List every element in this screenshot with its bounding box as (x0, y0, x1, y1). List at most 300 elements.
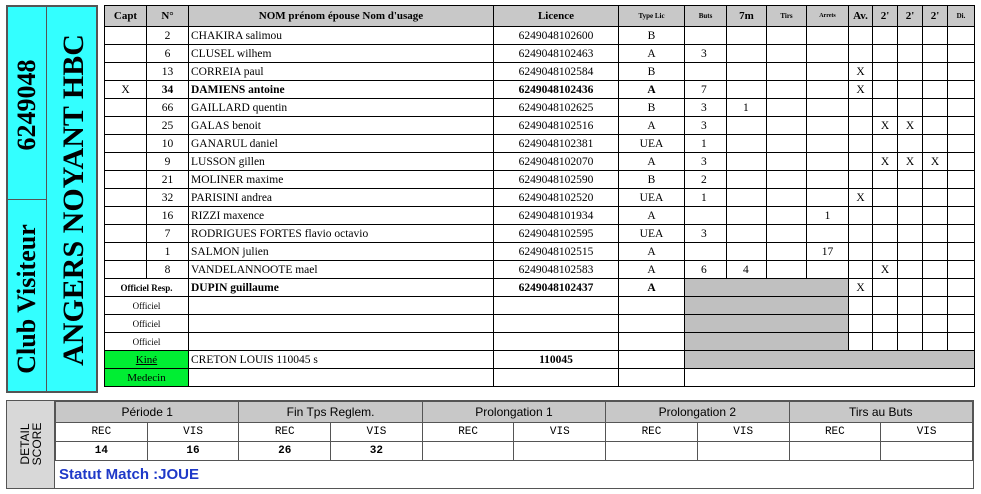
player-2min-2 (898, 45, 923, 63)
player-licence: 6249048102516 (494, 117, 619, 135)
player-arrets (807, 99, 849, 117)
player-arrets (807, 135, 849, 153)
player-7m (727, 117, 767, 135)
official-label-2: Officiel (105, 315, 189, 333)
header-7m: 7m (727, 6, 767, 27)
player-buts: 3 (685, 153, 727, 171)
player-2min-3 (923, 207, 948, 225)
official-row-2 (105, 315, 975, 333)
player-7m (727, 81, 767, 99)
score-vis-label: VIS (514, 423, 606, 442)
official-name-1 (189, 297, 494, 315)
player-2min-2 (898, 225, 923, 243)
kine-licence: 110045 (494, 351, 619, 369)
player-tirs (767, 45, 807, 63)
player-name: VANDELANNOOTE mael (189, 261, 494, 279)
official-grey-3 (685, 333, 849, 351)
medecin-name (189, 369, 494, 387)
player-2min-1 (873, 63, 898, 81)
player-num: 6 (147, 45, 189, 63)
club-number: 6249048 (12, 59, 41, 151)
player-row (105, 27, 975, 45)
player-row (105, 153, 975, 171)
score-vis-value (697, 442, 789, 461)
player-2min-1: X (873, 153, 898, 171)
score-side-text (19, 423, 43, 466)
player-name: GAILLARD quentin (189, 99, 494, 117)
score-vis-label: VIS (697, 423, 789, 442)
player-capt (105, 171, 147, 189)
player-tirs (767, 27, 807, 45)
player-capt (105, 243, 147, 261)
club-label: Club Visiteur (12, 224, 41, 374)
player-name: GANARUL daniel (189, 135, 494, 153)
player-arrets: 1 (807, 207, 849, 225)
player-av: X (849, 63, 873, 81)
player-type: UEA (619, 225, 685, 243)
player-di (948, 225, 975, 243)
score-rec-value (789, 442, 881, 461)
player-row (105, 45, 975, 63)
player-licence: 6249048102520 (494, 189, 619, 207)
player-2min-2 (898, 207, 923, 225)
score-period-label: Prolongation 2 (606, 402, 789, 423)
official-av-2 (849, 315, 873, 333)
player-arrets (807, 171, 849, 189)
score-vis-label: VIS (881, 423, 973, 442)
official-resp-di (948, 279, 975, 297)
player-row (105, 243, 975, 261)
player-7m (727, 45, 767, 63)
player-av (849, 117, 873, 135)
header-2min-1: 2' (873, 6, 898, 27)
player-capt (105, 207, 147, 225)
official-label-3: Officiel (105, 333, 189, 351)
official-d2-2 (898, 315, 923, 333)
official-grey-1 (685, 297, 849, 315)
player-di (948, 261, 975, 279)
player-buts (685, 63, 727, 81)
header-num: N° (147, 6, 189, 27)
official-d1-3 (873, 333, 898, 351)
official-row-1 (105, 297, 975, 315)
official-licence-1 (494, 297, 619, 315)
player-licence: 6249048102436 (494, 81, 619, 99)
official-name-2 (189, 315, 494, 333)
player-arrets (807, 189, 849, 207)
official-d3-3 (923, 333, 948, 351)
official-resp-type: A (619, 279, 685, 297)
player-buts: 2 (685, 171, 727, 189)
player-tirs (767, 135, 807, 153)
score-side-row (56, 423, 973, 442)
player-arrets (807, 63, 849, 81)
player-arrets (807, 261, 849, 279)
player-arrets (807, 27, 849, 45)
player-row (105, 117, 975, 135)
player-2min-2 (898, 189, 923, 207)
official-resp-licence: 6249048102437 (494, 279, 619, 297)
official-type-3 (619, 333, 685, 351)
official-resp-d1 (873, 279, 898, 297)
player-tirs (767, 153, 807, 171)
score-rec-value (422, 442, 514, 461)
player-2min-2 (898, 135, 923, 153)
player-buts: 1 (685, 135, 727, 153)
player-av (849, 153, 873, 171)
player-av (849, 45, 873, 63)
official-di-1 (948, 297, 975, 315)
player-row (105, 81, 975, 99)
score-side-label-1: DETAIL (18, 423, 32, 465)
player-type: A (619, 81, 685, 99)
official-di-2 (948, 315, 975, 333)
player-di (948, 135, 975, 153)
score-vis-value (514, 442, 606, 461)
player-2min-1 (873, 243, 898, 261)
official-d2-1 (898, 297, 923, 315)
player-name: CHAKIRA salimou (189, 27, 494, 45)
official-grey-2 (685, 315, 849, 333)
score-side-label (7, 401, 55, 488)
players-header-row (105, 6, 975, 27)
player-type: A (619, 207, 685, 225)
medecin-empty (685, 369, 975, 387)
header-capt: Capt (105, 6, 147, 27)
player-2min-2 (898, 27, 923, 45)
player-7m (727, 63, 767, 81)
player-tirs (767, 171, 807, 189)
score-rec-value: 14 (56, 442, 148, 461)
player-capt (105, 45, 147, 63)
score-value-row (56, 442, 973, 461)
official-d1-1 (873, 297, 898, 315)
official-d3-2 (923, 315, 948, 333)
player-di (948, 81, 975, 99)
players-table (104, 5, 975, 387)
official-resp-row (105, 279, 975, 297)
player-licence: 6249048102590 (494, 171, 619, 189)
player-num: 16 (147, 207, 189, 225)
official-resp-d3 (923, 279, 948, 297)
score-rec-label: REC (422, 423, 514, 442)
player-num: 34 (147, 81, 189, 99)
player-2min-1 (873, 45, 898, 63)
official-resp-d2 (898, 279, 923, 297)
player-row (105, 171, 975, 189)
player-buts: 3 (685, 225, 727, 243)
player-7m (727, 189, 767, 207)
player-name: LUSSON gillen (189, 153, 494, 171)
player-row (105, 135, 975, 153)
player-7m: 4 (727, 261, 767, 279)
player-type: UEA (619, 135, 685, 153)
player-av (849, 99, 873, 117)
player-num: 8 (147, 261, 189, 279)
player-capt (105, 189, 147, 207)
player-type: A (619, 45, 685, 63)
official-licence-2 (494, 315, 619, 333)
player-capt (105, 153, 147, 171)
player-num: 1 (147, 243, 189, 261)
player-tirs (767, 225, 807, 243)
player-num: 21 (147, 171, 189, 189)
player-buts (685, 207, 727, 225)
player-2min-3: X (923, 153, 948, 171)
player-buts: 6 (685, 261, 727, 279)
player-di (948, 63, 975, 81)
player-2min-2 (898, 99, 923, 117)
kine-label[interactable]: Kiné (105, 351, 189, 369)
player-num: 25 (147, 117, 189, 135)
player-di (948, 153, 975, 171)
player-num: 2 (147, 27, 189, 45)
score-period-label: Prolongation 1 (422, 402, 605, 423)
player-di (948, 207, 975, 225)
score-rec-label: REC (789, 423, 881, 442)
player-row (105, 261, 975, 279)
score-rec-label: REC (606, 423, 698, 442)
score-body (56, 402, 973, 461)
score-period-label: Période 1 (56, 402, 239, 423)
player-capt (105, 135, 147, 153)
player-buts: 1 (685, 189, 727, 207)
player-capt (105, 99, 147, 117)
player-2min-3 (923, 99, 948, 117)
player-buts: 3 (685, 117, 727, 135)
player-tirs (767, 243, 807, 261)
player-tirs (767, 189, 807, 207)
player-row (105, 63, 975, 81)
player-buts: 7 (685, 81, 727, 99)
player-2min-3 (923, 117, 948, 135)
header-di: Di. (948, 6, 975, 27)
official-resp-label: Officiel Resp. (105, 279, 189, 297)
player-arrets (807, 81, 849, 99)
header-licence: Licence (494, 6, 619, 27)
player-2min-3 (923, 81, 948, 99)
player-2min-2 (898, 261, 923, 279)
player-2min-3 (923, 171, 948, 189)
player-num: 32 (147, 189, 189, 207)
player-buts: 3 (685, 99, 727, 117)
player-arrets (807, 45, 849, 63)
player-type: A (619, 243, 685, 261)
player-row (105, 99, 975, 117)
player-tirs (767, 63, 807, 81)
official-d2-3 (898, 333, 923, 351)
player-2min-2 (898, 243, 923, 261)
kine-grey (685, 351, 975, 369)
player-7m (727, 27, 767, 45)
official-resp-av: X (849, 279, 873, 297)
player-av (849, 243, 873, 261)
player-av: X (849, 189, 873, 207)
header-tirs: Tirs (767, 6, 807, 27)
player-7m (727, 225, 767, 243)
player-licence: 6249048102070 (494, 153, 619, 171)
player-2min-3 (923, 27, 948, 45)
player-di (948, 99, 975, 117)
player-licence: 6249048102583 (494, 261, 619, 279)
player-di (948, 171, 975, 189)
player-type: A (619, 261, 685, 279)
player-di (948, 243, 975, 261)
score-table (55, 401, 973, 461)
official-label-1: Officiel (105, 297, 189, 315)
player-tirs (767, 117, 807, 135)
player-licence: 6249048102595 (494, 225, 619, 243)
player-2min-3 (923, 45, 948, 63)
player-licence: 6249048102600 (494, 27, 619, 45)
player-capt (105, 117, 147, 135)
official-name-3 (189, 333, 494, 351)
player-2min-2: X (898, 117, 923, 135)
player-2min-3 (923, 189, 948, 207)
official-d1-2 (873, 315, 898, 333)
kine-name: CRETON LOUIS 110045 s (189, 351, 494, 369)
player-name: MOLINER maxime (189, 171, 494, 189)
score-rec-value (606, 442, 698, 461)
player-7m (727, 171, 767, 189)
player-licence: 6249048102515 (494, 243, 619, 261)
official-di-3 (948, 333, 975, 351)
score-rec-label: REC (56, 423, 148, 442)
player-buts (685, 27, 727, 45)
player-2min-1 (873, 27, 898, 45)
player-name: RIZZI maxence (189, 207, 494, 225)
player-buts: 3 (685, 45, 727, 63)
player-name: GALAS benoit (189, 117, 494, 135)
player-num: 7 (147, 225, 189, 243)
player-licence: 6249048102584 (494, 63, 619, 81)
player-7m (727, 153, 767, 171)
player-2min-1 (873, 171, 898, 189)
player-type: A (619, 117, 685, 135)
player-2min-1 (873, 189, 898, 207)
player-av (849, 261, 873, 279)
header-2min-3: 2' (923, 6, 948, 27)
player-arrets: 17 (807, 243, 849, 261)
player-2min-1 (873, 99, 898, 117)
player-di (948, 45, 975, 63)
player-av (849, 135, 873, 153)
score-vis-label: VIS (331, 423, 423, 442)
score-period-label: Tirs au Buts (789, 402, 973, 423)
official-type-1 (619, 297, 685, 315)
player-name: CORREIA paul (189, 63, 494, 81)
player-name: CLUSEL wilhem (189, 45, 494, 63)
club-panel-divider-h (8, 199, 46, 200)
player-2min-3 (923, 261, 948, 279)
player-di (948, 117, 975, 135)
player-2min-3 (923, 243, 948, 261)
player-2min-1 (873, 81, 898, 99)
player-2min-1 (873, 135, 898, 153)
player-av: X (849, 81, 873, 99)
official-row-3 (105, 333, 975, 351)
player-type: A (619, 153, 685, 171)
player-num: 13 (147, 63, 189, 81)
player-2min-3 (923, 63, 948, 81)
player-2min-1: X (873, 261, 898, 279)
player-licence: 6249048102463 (494, 45, 619, 63)
player-arrets (807, 117, 849, 135)
player-av (849, 171, 873, 189)
official-av-3 (849, 333, 873, 351)
player-7m (727, 135, 767, 153)
club-panel (6, 5, 98, 393)
header-buts: Buts (685, 6, 727, 27)
player-licence: 6249048102625 (494, 99, 619, 117)
player-type: B (619, 63, 685, 81)
player-capt (105, 261, 147, 279)
player-arrets (807, 153, 849, 171)
player-7m (727, 243, 767, 261)
match-status: Statut Match :JOUE (59, 466, 200, 483)
club-name: ANGERS NOYANT HBC (57, 34, 90, 366)
player-type: B (619, 171, 685, 189)
player-arrets (807, 225, 849, 243)
player-di (948, 189, 975, 207)
score-vis-value (881, 442, 973, 461)
player-name: PARISINI andrea (189, 189, 494, 207)
official-type-2 (619, 315, 685, 333)
player-av (849, 225, 873, 243)
official-av-1 (849, 297, 873, 315)
player-capt (105, 225, 147, 243)
player-2min-2 (898, 171, 923, 189)
score-side-label-2: SCORE (30, 422, 44, 466)
score-vis-value: 32 (331, 442, 423, 461)
header-arrets: Arrets (807, 6, 849, 27)
official-licence-3 (494, 333, 619, 351)
header-2min-2: 2' (898, 6, 923, 27)
player-av (849, 207, 873, 225)
kine-row (105, 351, 975, 369)
player-2min-1 (873, 225, 898, 243)
player-licence: 6249048101934 (494, 207, 619, 225)
score-rec-value: 26 (239, 442, 331, 461)
player-2min-2 (898, 63, 923, 81)
player-2min-1: X (873, 117, 898, 135)
player-row (105, 225, 975, 243)
score-period-label: Fin Tps Reglem. (239, 402, 422, 423)
player-2min-2: X (898, 153, 923, 171)
medecin-label: Medecin (105, 369, 189, 387)
player-capt: X (105, 81, 147, 99)
player-di (948, 27, 975, 45)
official-resp-grey (685, 279, 849, 297)
player-av (849, 27, 873, 45)
score-vis-label: VIS (147, 423, 239, 442)
score-period-row (56, 402, 973, 423)
player-buts (685, 243, 727, 261)
player-type: B (619, 99, 685, 117)
player-2min-2 (898, 81, 923, 99)
player-num: 9 (147, 153, 189, 171)
player-type: B (619, 27, 685, 45)
player-licence: 6249048102381 (494, 135, 619, 153)
player-capt (105, 27, 147, 45)
official-d3-1 (923, 297, 948, 315)
player-num: 66 (147, 99, 189, 117)
player-7m (727, 207, 767, 225)
players-body (105, 27, 975, 387)
score-rec-label: REC (239, 423, 331, 442)
score-vis-value: 16 (147, 442, 239, 461)
player-2min-1 (873, 207, 898, 225)
